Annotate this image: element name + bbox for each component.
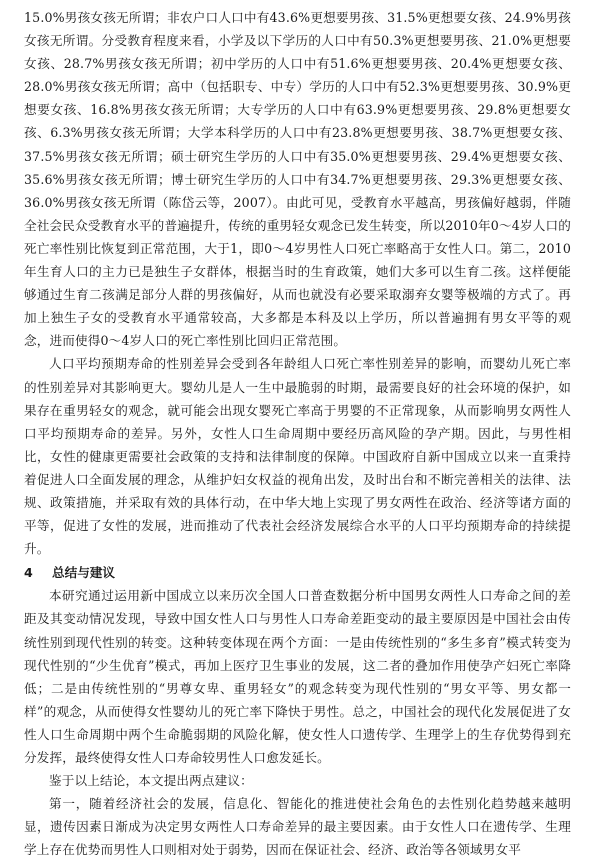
- paragraph-suggestion-intro: 鉴于以上结论，本文提出两点建议：: [49, 773, 253, 789]
- section-title: 总结与建议: [52, 565, 115, 581]
- section-number: 4: [24, 565, 33, 581]
- paragraph-suggestion-first: 第一，随着经济社会的发展，信息化、智能化的推进使社会角色的去性别化趋势越来越明显，遗传因素日渐成为决定男女两性人口寿命差异的最主要因素。由于女性人口在遗传学、生理学上存在优势而男性人口则相对处于弱势，因而在保证社会、经济、政治等各领域男女平: [24, 796, 571, 858]
- paragraph-continuation: 15.0%男孩女孩无所谓；非农户口人口中有43.6%更想要男孩、31.5%更想要女孩、24.9%男孩女孩无所谓。分受教育程度来看，小学及以下学历的人口中有50.3%更想要男孩、21.0%更想要女孩、28.7%男孩女孩无所谓；初中学历的人口中有51.6%更想要男孩、20.4%更想要女孩、28.0%男孩女孩无所谓；高中（包括职专、中专）学历的人口中有52.3%更想要男孩、30.9%更想要女孩、16.8%男孩女孩无所谓；大专学历的人口中有63.9%更想要男孩、29.8%更想要女孩、6.3%男孩女孩无所谓；大学本科学历的人口中有23.8%更想要男孩、38.7%更想要女孩、37.5%男孩女孩无所谓；硕士研究生学历的人口中有35.0%更想要男孩、29.4%更想要女孩、35.6%男孩女孩无所谓；博士研究生学历的人口中有34.7%更想要男孩、29.3%更想要女孩、36.0%男孩女孩无所谓（陈岱云等，2007）。由此可见，受教育水平越高，男孩偏好越弱，伴随全社会民众受教育水平的普遍提升，传统的重男轻女观念已发生转变，所以2010年0～4岁人口的死亡率性别比恢复到正常范围，大于1，即0～4岁男性人口死亡率略高于女性人口。第二，2010年生育人口的主力已是独生子女群体，根据当时的生育政策，她们大多可以生育二孩。这样便能够通过生育二孩满足部分人群的男孩偏好，从而也就没有必要采取溺弃女婴等极端的方式了。再加上独生子女的受教育水平通常较高，大多都是本科及以上学历，所以普遍拥有男女平等的观念，进而使得0～4岁人口的死亡率性别比回归正常范围。: [24, 10, 571, 349]
- paragraph-life-expectancy: 人口平均预期寿命的性别差异会受到各年龄组人口死亡率性别差异的影响，而婴幼儿死亡率的性别差异对其影响更大。婴幼儿是人一生中最脆弱的时期，最需要良好的社会环境的保护，如果存在重男轻女的观念，就可能会出现女婴死亡率高于男婴的不正常现象，从而影响男女两性人口平均预期寿命的差异。另外，女性人口生命周期中要经历高风险的孕产期。因此，与男性相比，女性的健康更需要社会政策的支持和法律制度的保障。中国政府自新中国成立以来一直秉持着促进人口全面发展的理念，从维护妇女权益的视角出发，及时出台和不断完善相关的法律、法规、政策措施，并采取有效的具体行动，在中华大地上实现了男女两性在政治、经济等诸方面的平等，促进了女性的发展，进而推动了代表社会经济发展综合水平的人口平均预期寿命的持续提升。: [24, 356, 571, 557]
- section-heading: [24, 561, 571, 584]
- paragraph-conclusion: 本研究通过运用新中国成立以来历次全国人口普查数据分析中国男女两性人口寿命之间的差距及其变动情况发现，导致中国女性人口与男性人口寿命差距变动的最主要原因是中国社会由传统性别到现代性别的转变。这种转变体现在两个方面：一是由传统性别的“多生多育”模式转变为现代性别的“少生优育”模式，再加上医疗卫生事业的发展，这二者的叠加作用使孕产妇死亡率降低；二是由传统性别的“男尊女卑、重男轻女”的观念转变为现代性别的“男女平等、男女都一样”的观念，从而使得女性婴幼儿的死亡率下降快于男性。总之，中国社会的现代化发展促进了女性人口生命周期中两个生命脆弱期的风险化解，使女性人口遗传学、生理学上的生存优势得到充分发挥，最终使得女性人口寿命较男性人口愈发延长。: [24, 588, 571, 765]
